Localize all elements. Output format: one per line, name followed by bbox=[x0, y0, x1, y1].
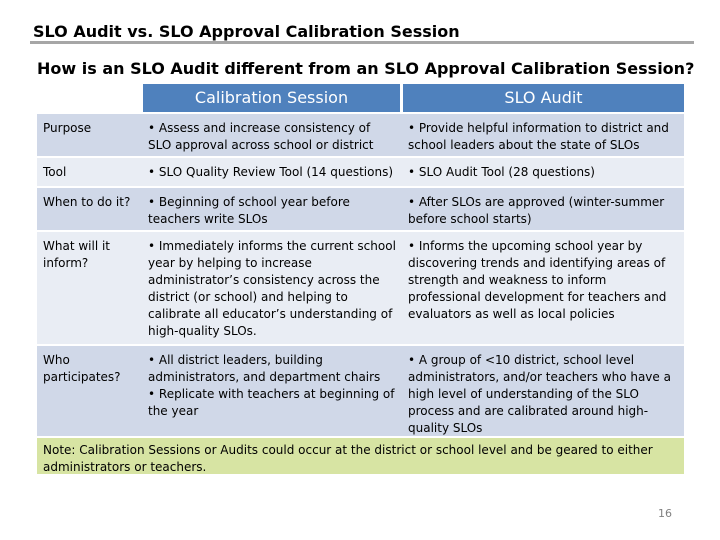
row-label: When to do it? bbox=[43, 195, 131, 209]
note-box bbox=[37, 438, 684, 474]
row-label: Tool bbox=[43, 165, 67, 179]
row-label: Purpose bbox=[43, 121, 92, 135]
slide-subtitle: How is an SLO Audit different from an SLO Approval Calibration Session? bbox=[37, 59, 695, 78]
table-row-purpose bbox=[37, 114, 684, 156]
audit-cell: • Informs the upcoming school year by discovering trends and identifying areas of strength and weakness to inform professional development for teachers and evaluators as well as local policies bbox=[408, 239, 667, 321]
audit-cell: • SLO Audit Tool (28 questions) bbox=[408, 165, 595, 179]
calibration-cell: • All district leaders, building administrators, and department chairs • Replicate with teachers at beginning of the year bbox=[148, 353, 395, 418]
calibration-cell: • Immediately informs the current school year by helping to increase administrator’s consistency across the district (or school) and helping to calibrate all educator’s understanding of high-quality SLOs. bbox=[148, 239, 396, 338]
calibration-cell: • SLO Quality Review Tool (14 questions) bbox=[148, 165, 394, 179]
table-row-tool bbox=[37, 158, 684, 186]
note-text: Note: Calibration Sessions or Audits could occur at the district or school level and be geared to either administrators or teachers. bbox=[43, 443, 653, 474]
audit-cell: • A group of <10 district, school level administrators, and/or teachers who have a high level of understanding of the SLO process and are calibrated around high-quality SLOs bbox=[408, 353, 671, 435]
table-row-when bbox=[37, 188, 684, 230]
row-label: Who participates? bbox=[43, 353, 121, 384]
table-row-participants bbox=[37, 346, 684, 436]
row-label: What will it inform? bbox=[43, 239, 111, 270]
title-divider bbox=[30, 41, 694, 44]
audit-cell: • After SLOs are approved (winter-summer before school starts) bbox=[408, 195, 665, 226]
page-number: 16 bbox=[658, 507, 672, 520]
column-header-calibration: Calibration Session bbox=[143, 84, 400, 112]
slide-title: SLO Audit vs. SLO Approval Calibration Session bbox=[33, 22, 460, 41]
audit-cell: • Provide helpful information to district and school leaders about the state of SLOs bbox=[408, 121, 669, 152]
calibration-cell: • Beginning of school year before teachers write SLOs bbox=[148, 195, 350, 226]
column-header-audit: SLO Audit bbox=[403, 84, 684, 112]
calibration-cell: • Assess and increase consistency of SLO approval across school or district bbox=[148, 121, 374, 152]
table-row-inform bbox=[37, 232, 684, 344]
